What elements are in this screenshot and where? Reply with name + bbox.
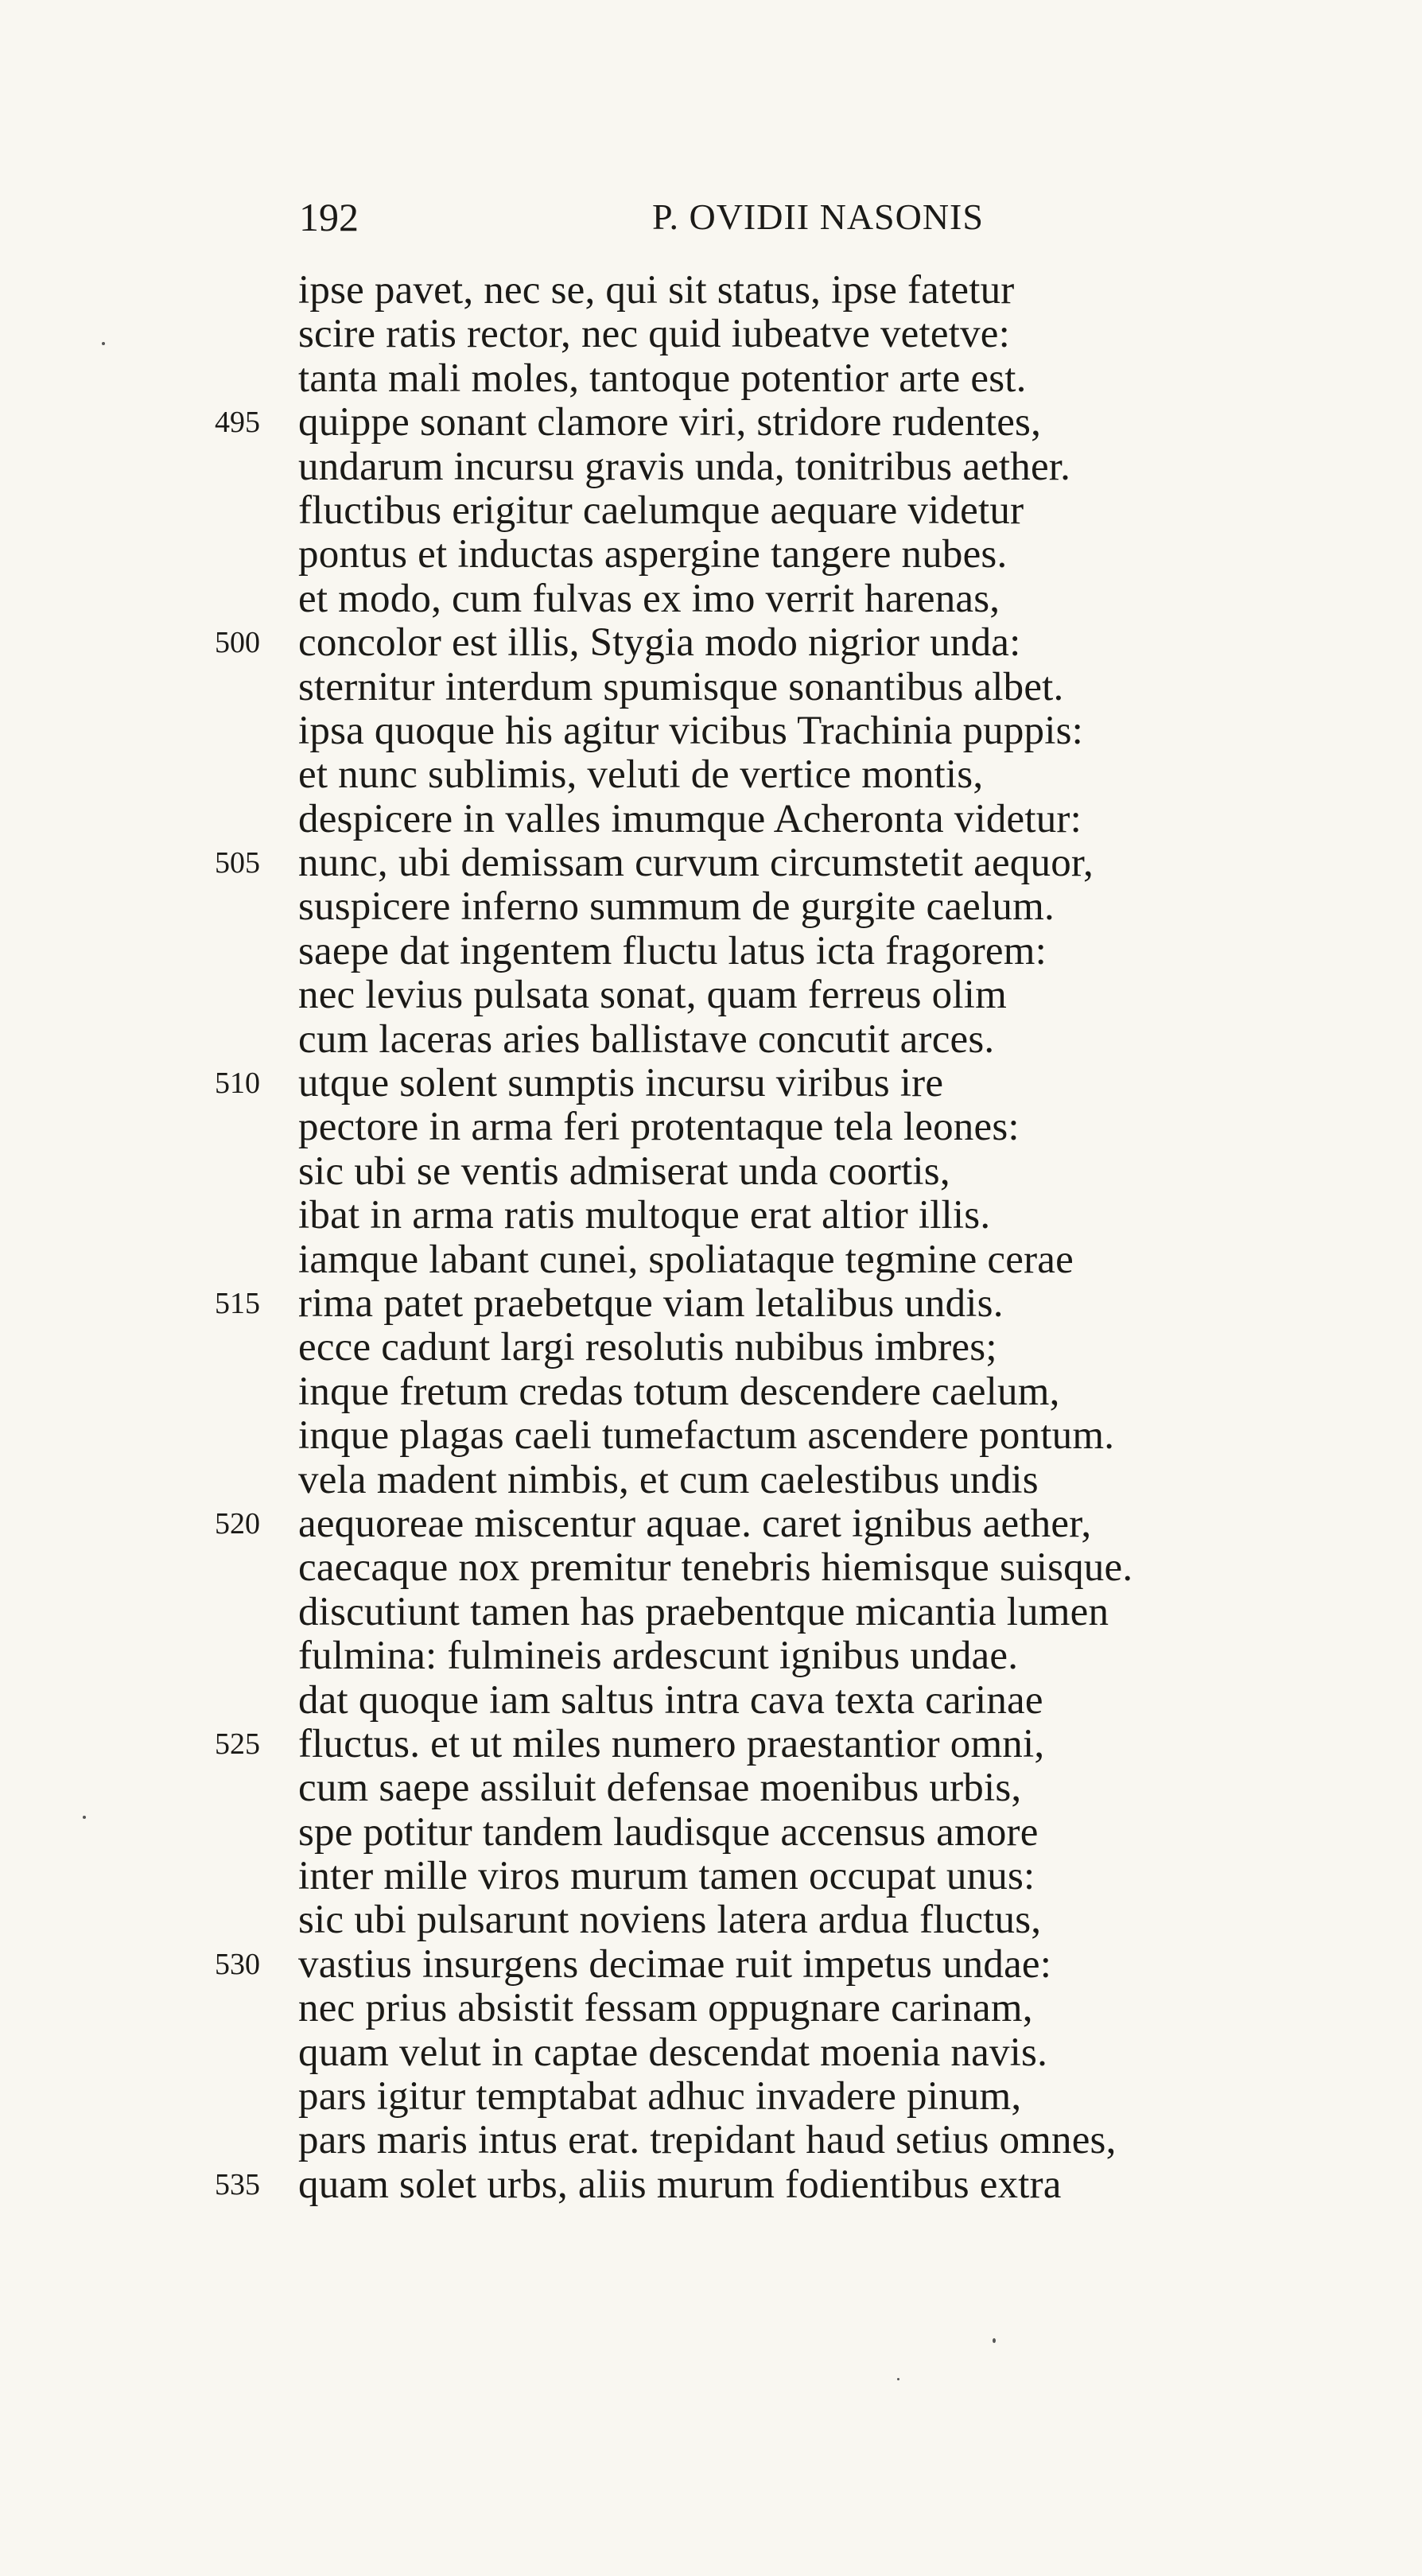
verse-number: 510 — [215, 1067, 260, 1101]
verse-text: concolor est illis, Stygia modo nigrior unda: — [298, 620, 1021, 666]
verse-text: aequoreae miscentur aquae. caret ignibus aether, — [298, 1501, 1092, 1546]
verse-text: iamque labant cunei, spoliataque tegmine cerae — [298, 1237, 1074, 1282]
verse-text: suspicere inferno summum de gurgite caelum. — [298, 884, 1055, 930]
verse-line — [215, 1943, 1328, 1987]
verse-line — [215, 709, 1328, 753]
verse-line — [215, 1018, 1328, 1062]
verse-text: inque fretum credas totum descendere caelum, — [298, 1369, 1060, 1414]
verse-line — [215, 2075, 1328, 2119]
verse-text: nec levius pulsata sonat, quam ferreus olim — [298, 973, 1007, 1018]
verse-line — [215, 269, 1328, 313]
verse-line — [215, 357, 1328, 401]
verse-line — [215, 1238, 1328, 1282]
verse-text: et modo, cum fulvas ex imo verrit harenas, — [298, 576, 1000, 621]
verse-text: rima patet praebetque viam letalibus undis. — [298, 1280, 1004, 1326]
verse-text: pectore in arma feri protentaque tela leones: — [298, 1105, 1020, 1150]
verse-line — [215, 1105, 1328, 1149]
verse-line — [215, 1370, 1328, 1414]
verse-line — [215, 577, 1328, 621]
verse-line — [215, 401, 1328, 445]
verse-number: 515 — [215, 1286, 260, 1320]
verse-text: pars maris intus erat. trepidant haud setius omnes, — [298, 2118, 1117, 2163]
verse-text: fluctibus erigitur caelumque aequare videtur — [298, 488, 1024, 533]
verse-line — [215, 885, 1328, 929]
verse-line — [215, 2163, 1328, 2207]
verse-line — [215, 1855, 1328, 1898]
verse-line — [215, 1546, 1328, 1590]
verse-line — [215, 2119, 1328, 2162]
verse-line — [215, 1326, 1328, 1370]
verse-text: cum laceras aries ballistave concutit arces. — [298, 1016, 995, 1062]
verse-number: 495 — [215, 406, 260, 440]
verse-number: 500 — [215, 626, 260, 660]
verse-line — [215, 489, 1328, 533]
verse-block — [215, 269, 1328, 2207]
verse-line — [215, 1679, 1328, 1723]
verse-line — [215, 1634, 1328, 1678]
page-number: 192 — [299, 195, 359, 239]
verse-text: discutiunt tamen has praebentque micantia lumen — [298, 1589, 1109, 1634]
scan-speck — [83, 1816, 86, 1819]
verse-line — [215, 1723, 1328, 1766]
verse-line — [215, 1150, 1328, 1194]
verse-line — [215, 1414, 1328, 1458]
verse-line — [215, 1898, 1328, 1942]
verse-text: fluctus. et ut miles numero praestantior omni, — [298, 1721, 1045, 1766]
verse-number: 535 — [215, 2167, 260, 2201]
verse-text: ipsa quoque his agitur vicibus Trachinia puppis: — [298, 708, 1084, 753]
verse-text: ibat in arma ratis multoque erat altior illis. — [298, 1193, 991, 1238]
verse-line — [215, 1766, 1328, 1810]
verse-line — [215, 973, 1328, 1017]
verse-line — [215, 1062, 1328, 1105]
verse-text: spe potitur tandem laudisque accensus amore — [298, 1809, 1039, 1855]
page-header — [286, 189, 1034, 245]
verse-text: inter mille viros murum tamen occupat unus: — [298, 1854, 1035, 1899]
verse-number: 530 — [215, 1947, 260, 1981]
scan-speck — [102, 342, 105, 345]
verse-number: 520 — [215, 1506, 260, 1541]
verse-text: quippe sonant clamore viri, stridore rudentes, — [298, 400, 1042, 445]
verse-line — [215, 313, 1328, 356]
verse-line — [215, 1194, 1328, 1237]
verse-text: pontus et inductas aspergine tangere nubes. — [298, 532, 1008, 577]
verse-text: inque plagas caeli tumefactum ascendere pontum. — [298, 1413, 1115, 1459]
verse-line — [215, 841, 1328, 885]
verse-line — [215, 1811, 1328, 1855]
verse-text: sic ubi se ventis admiserat unda coortis, — [298, 1148, 950, 1194]
verse-text: quam solet urbs, aliis murum fodientibus extra — [298, 2162, 1062, 2207]
verse-text: et nunc sublimis, veluti de vertice montis, — [298, 752, 984, 798]
verse-line — [215, 753, 1328, 797]
verse-line — [215, 533, 1328, 577]
verse-number: 505 — [215, 846, 260, 880]
verse-line — [215, 798, 1328, 841]
verse-text: vela madent nimbis, et cum caelestibus undis — [298, 1457, 1039, 1502]
verse-text: ipse pavet, nec se, qui sit status, ipse fatetur — [298, 268, 1015, 313]
verse-text: caecaque nox premitur tenebris hiemisque suisque. — [298, 1545, 1133, 1591]
verse-text: nunc, ubi demissam curvum circumstetit aequor, — [298, 841, 1094, 886]
verse-line — [215, 445, 1328, 489]
verse-text: vastius insurgens decimae ruit impetus undae: — [298, 1941, 1052, 1987]
verse-line — [215, 621, 1328, 665]
verse-text: nec prius absistit fessam oppugnare carinam, — [298, 1986, 1033, 2031]
verse-line — [215, 1502, 1328, 1546]
verse-text: undarum incursu gravis unda, tonitribus aether. — [298, 444, 1071, 489]
verse-line — [215, 2031, 1328, 2075]
verse-line — [215, 1459, 1328, 1502]
scan-speck — [897, 2378, 899, 2380]
verse-line — [215, 1987, 1328, 2030]
verse-line — [215, 666, 1328, 709]
running-title: P. OVIDII NASONIS — [652, 196, 984, 237]
verse-text: pars igitur temptabat adhuc invadere pinum, — [298, 2074, 1022, 2119]
verse-text: sic ubi pulsarunt noviens latera ardua fluctus, — [298, 1898, 1042, 1943]
verse-text: saepe dat ingentem fluctu latus icta fragorem: — [298, 928, 1047, 973]
verse-text: utque solent sumptis incursu viribus ire — [298, 1061, 944, 1106]
verse-text: ecce cadunt largi resolutis nubibus imbres; — [298, 1325, 997, 1370]
verse-text: scire ratis rector, nec quid iubeatve vetetve: — [298, 312, 1011, 357]
verse-text: cum saepe assiluit defensae moenibus urbis, — [298, 1766, 1022, 1811]
verse-text: quam velut in captae descendat moenia navis. — [298, 2030, 1048, 2075]
verse-text: dat quoque iam saltus intra cava texta carinae — [298, 1677, 1043, 1723]
verse-text: tanta mali moles, tantoque potentior arte est. — [298, 356, 1027, 401]
verse-line — [215, 930, 1328, 973]
verse-line — [215, 1591, 1328, 1634]
verse-text: sternitur interdum spumisque sonantibus albet. — [298, 664, 1064, 709]
scan-speck — [993, 2338, 996, 2343]
verse-text: despicere in valles imumque Acheronta videtur: — [298, 796, 1082, 841]
verse-line — [215, 1282, 1328, 1326]
verse-number: 525 — [215, 1727, 260, 1761]
verse-text: fulmina: fulmineis ardescunt ignibus undae. — [298, 1634, 1019, 1679]
